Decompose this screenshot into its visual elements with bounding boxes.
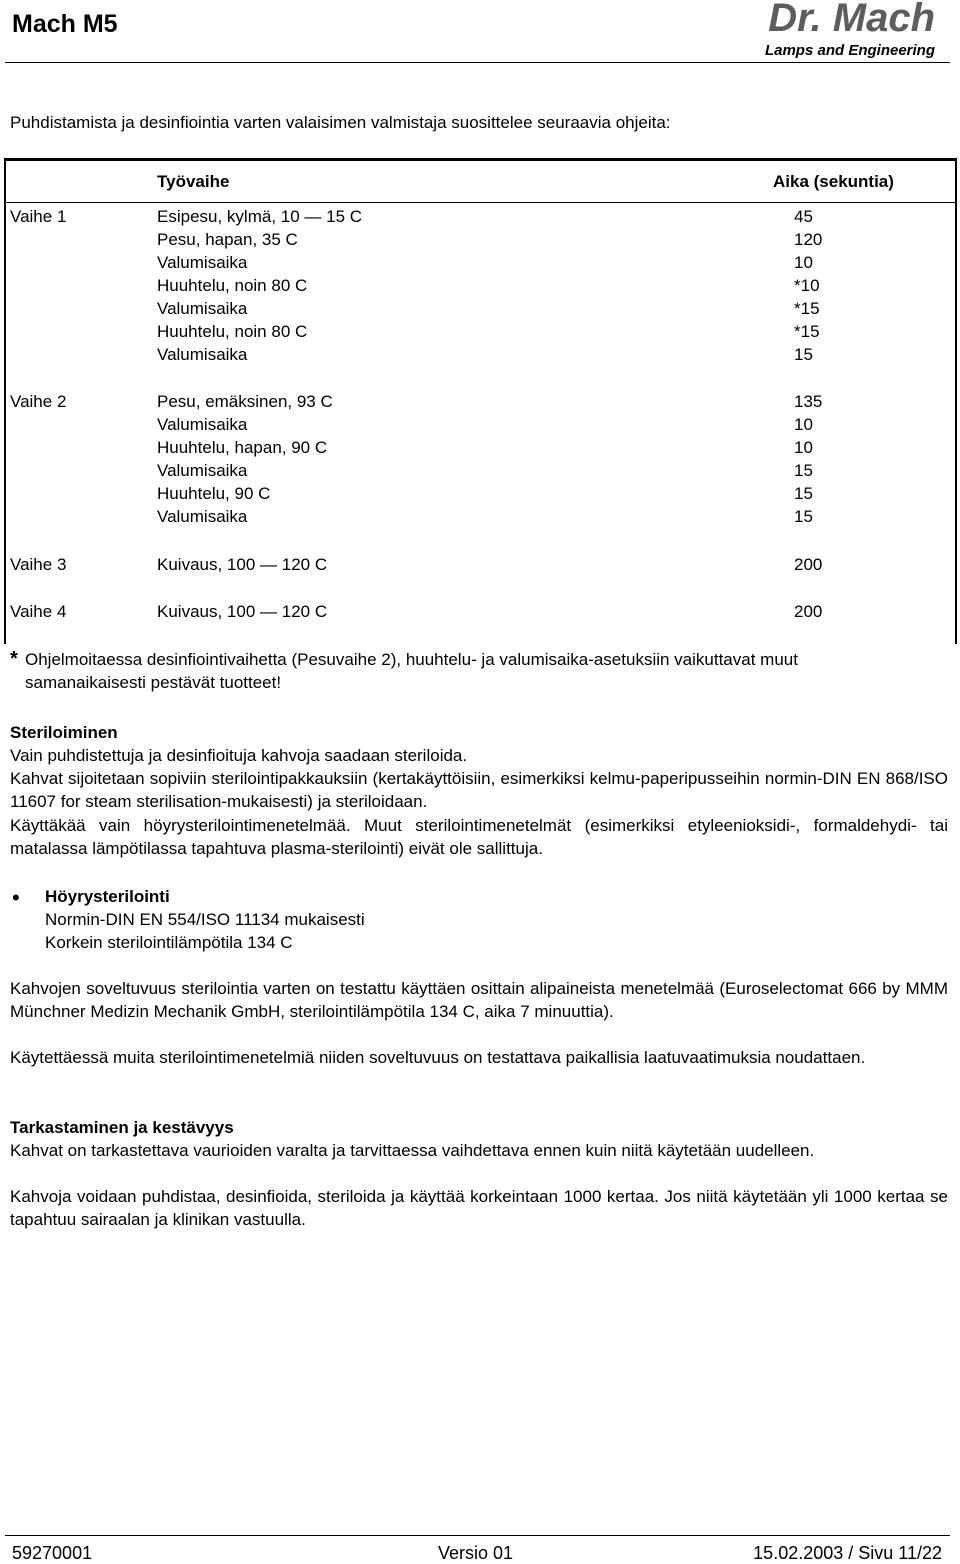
time-value: *15 <box>794 299 820 318</box>
row-label-vaihe-1: Vaihe 1 <box>10 207 67 226</box>
time-value: 120 <box>794 230 823 249</box>
sterilization-paragraph-2: Kahvat sijoitetaan sopiviin sterilointipakkauksiin (kertakäyttöisiin, esimerkiksi kelmu-paperipusseihin normin-DIN EN 868/ISO 11607 for steam sterilisation-mukaisesti) ja steriloidaan. <box>10 769 948 811</box>
sterilization-heading: Steriloiminen <box>10 723 118 742</box>
time-value: 15 <box>794 461 813 480</box>
step-text: Kuivaus, 100 — 120 C <box>157 602 328 621</box>
step-text: Valumisaika <box>157 299 248 318</box>
footnote-line-1: Ohjelmoitaessa desinfiointivaihetta (Pesuvaihe 2), huuhtelu- ja valumisaika-asetuksiin vaikuttavat muut <box>25 650 798 669</box>
row-times-vaihe-2 <box>794 390 822 528</box>
time-value: 10 <box>794 253 813 272</box>
intro-text: Puhdistamista ja desinfiointia varten valaisimen valmistaja suosittelee seuraavia ohjeita: <box>10 113 671 132</box>
row-steps-vaihe-1 <box>157 205 362 366</box>
inspection-paragraph-2: Kahvoja voidaan puhdistaa, desinfioida, steriloida ja käyttää korkeintaan 1000 kertaa. Jos niitä käytetään yli 1000 kertaa se tapahtuu sairaalan ja klinikan vastuulla. <box>10 1187 948 1229</box>
footer-divider <box>5 1535 950 1536</box>
step-text: Valumisaika <box>157 345 248 364</box>
time-value: *10 <box>794 276 820 295</box>
steam-line-2: Korkein sterilointilämpötila 134 C <box>45 933 293 952</box>
table-head-step: Työvaihe <box>157 172 230 191</box>
steam-title: Höyrysterilointi <box>45 887 170 906</box>
steam-line-1: Normin-DIN EN 554/ISO 11134 mukaisesti <box>45 910 365 929</box>
footnote-line-2: samanaikaisesti pestävät tuotteet! <box>25 673 282 692</box>
sterilization-paragraph-3: Käyttäkää vain höyrysterilointimenetelmää. Muut sterilointimenetelmät (esimerkiksi etyleenioksidi-, formaldehydi- tai matalassa lämpötilassa tapahtuva plasma-sterilointi) eivät ole sallittuja. <box>10 816 948 858</box>
step-text: Esipesu, kylmä, 10 — 15 C <box>157 207 363 226</box>
step-text: Pesu, emäksinen, 93 C <box>157 392 333 411</box>
steam-block <box>45 885 365 954</box>
bullet-icon: • <box>12 885 20 910</box>
row-times-vaihe-1 <box>794 205 822 366</box>
row-label-vaihe-4: Vaihe 4 <box>10 602 67 621</box>
product-name: Mach M5 <box>12 10 118 38</box>
table-head-time: Aika (sekuntia) <box>773 172 894 191</box>
time-value: 45 <box>794 207 813 226</box>
row-steps-vaihe-2 <box>157 390 333 528</box>
inspection-heading: Tarkastaminen ja kestävyys <box>10 1118 234 1137</box>
time-value: 10 <box>794 438 813 457</box>
step-text: Kuivaus, 100 — 120 C <box>157 555 328 574</box>
time-value: 15 <box>794 345 813 364</box>
footer-version: Versio 01 <box>438 1543 514 1563</box>
time-value: 15 <box>794 484 813 503</box>
table-header-divider <box>4 202 957 203</box>
footnote-star: * <box>10 648 18 670</box>
inspection-paragraph-1: Kahvat on tarkastettava vaurioiden varalta ja tarvittaessa vaihdettava ennen kuin niitä käytetään uudelleen. <box>10 1141 815 1160</box>
footer-date-page: 15.02.2003 / Sivu 11/22 <box>753 1543 942 1563</box>
brand-tagline: Lamps and Engineering <box>764 42 935 59</box>
step-text: Huuhtelu, hapan, 90 C <box>157 438 328 457</box>
suitability-paragraph-1: Kahvojen soveltuvuus sterilointia varten on testattu käyttäen osittain alipaineista menetelmää (Euroselectomat 666 by MMM Münchner Medizin Mechanik GmbH, sterilointilämpötila 134 C, aika 7 minuuttia). <box>10 979 948 1021</box>
header-divider <box>5 62 950 63</box>
step-text: Huuhtelu, noin 80 C <box>157 276 308 295</box>
time-value: 200 <box>794 555 823 574</box>
time-value: *15 <box>794 322 820 341</box>
time-value: 135 <box>794 392 823 411</box>
time-value: 10 <box>794 415 813 434</box>
row-label-vaihe-3: Vaihe 3 <box>10 555 67 574</box>
time-value: 200 <box>794 602 823 621</box>
sterilization-paragraph-1: Vain puhdistettuja ja desinfioituja kahvoja saadaan steriloida. <box>10 746 468 765</box>
suitability-paragraph-2: Käytettäessä muita sterilointimenetelmiä niiden soveltuvuus on testattava paikallisia laatuvaatimuksia noudattaen. <box>10 1048 866 1067</box>
row-label-vaihe-2: Vaihe 2 <box>10 392 67 411</box>
step-text: Pesu, hapan, 35 C <box>157 230 298 249</box>
brand-logo: Dr. Mach <box>768 0 935 40</box>
step-text: Valumisaika <box>157 253 248 272</box>
step-text: Huuhtelu, noin 80 C <box>157 322 308 341</box>
step-text: Valumisaika <box>157 415 248 434</box>
time-value: 15 <box>794 507 813 526</box>
step-text: Valumisaika <box>157 507 248 526</box>
step-text: Valumisaika <box>157 461 248 480</box>
footer-doc-number: 59270001 <box>12 1543 93 1563</box>
step-text: Huuhtelu, 90 C <box>157 484 271 503</box>
